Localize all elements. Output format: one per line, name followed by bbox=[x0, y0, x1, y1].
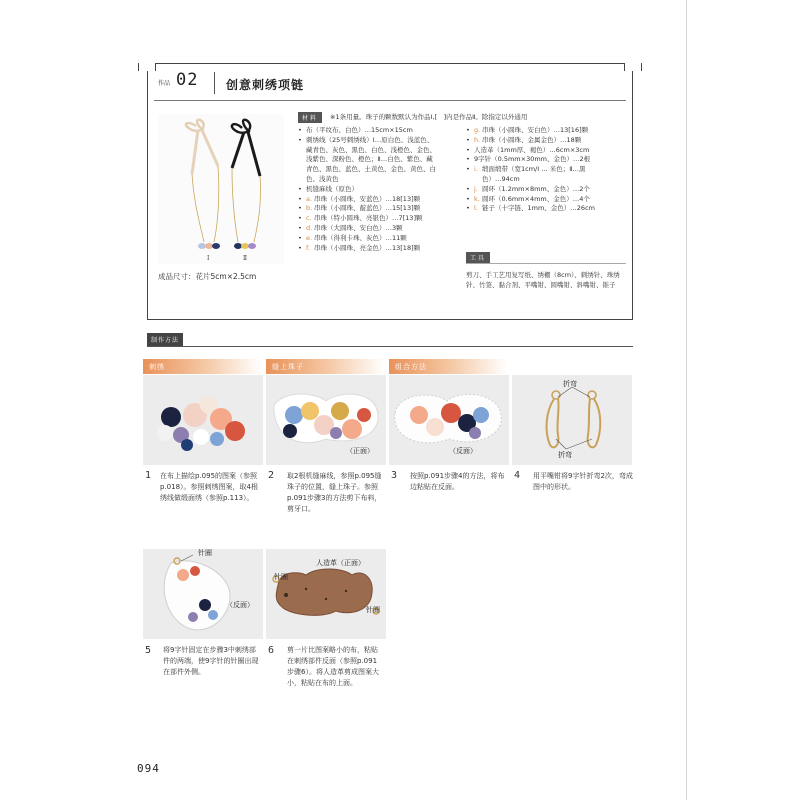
step-number: 2 bbox=[268, 470, 275, 481]
material-item: • l. 链子（十字链、1mm、金色）…26cm bbox=[466, 204, 595, 213]
page-edge-line bbox=[686, 0, 687, 800]
stage-tab-beading: 缝上珠子 bbox=[266, 359, 384, 374]
page-number: 094 bbox=[137, 762, 160, 775]
material-item: • j. 圆环（1.2mm×8mm、金色）…2个 bbox=[466, 184, 590, 193]
box-corner-notch-right bbox=[624, 63, 642, 71]
box-corner-notch-left bbox=[138, 63, 156, 71]
work-label: 作品 bbox=[158, 80, 171, 87]
callout-step5-back: （反面） bbox=[226, 601, 254, 609]
materials-list-right bbox=[466, 126, 628, 214]
necklace-illustration bbox=[158, 114, 284, 264]
method-rule bbox=[147, 346, 633, 347]
material-item: • k. 圆环（0.6mm×4mm、金色）…4个 bbox=[466, 194, 590, 203]
tools-tag: 工具 bbox=[466, 252, 490, 263]
step-number: 3 bbox=[391, 470, 398, 481]
material-item: • 刺绣线（25号刺绣线）Ⅰ…原白色、浅蓝色、 bbox=[298, 135, 434, 144]
material-item: • e. 串珠（得利卡珠、灰色）…11颗 bbox=[298, 233, 407, 242]
step1-photo bbox=[143, 375, 263, 465]
materials-list-left bbox=[298, 126, 460, 253]
title-rule bbox=[154, 100, 626, 101]
method-tag: 制作方法 bbox=[147, 333, 183, 346]
material-item: 藏青色、灰色、黑色、白色、浅橙色、金色、 bbox=[306, 145, 436, 154]
callout-step6-pin-right: 针圈 bbox=[366, 606, 380, 614]
material-item: • 人造革（1mm厚、褐色）…6cm×3cm bbox=[466, 145, 590, 154]
material-item: • c. 串珠（特小圆珠、亮银色）…7[13]颗 bbox=[298, 214, 423, 223]
materials-tag: 材料 bbox=[298, 112, 322, 123]
step-text: 用平嘴钳将9字针折弯2次，弯成图中的形状。 bbox=[533, 472, 633, 491]
material-item: • 9字针（0.5mm×30mm、金色）…2根 bbox=[466, 155, 591, 164]
material-item: 色）…94cm bbox=[482, 174, 520, 183]
stage-tab-assembly: 组合方法 bbox=[389, 359, 507, 374]
step-text: 取2根机缝麻线，参照p.095缝珠子的位置，缝上珠子。参照p.091步骤3的方法剪下布料，剪牙口。 bbox=[287, 472, 382, 513]
material-item: 色、浅黄色 bbox=[306, 174, 339, 183]
step-text: 将9字针固定在步骤3中刺绣部件的两端，使9字针的针圈出现在部件外侧。 bbox=[163, 646, 259, 676]
step-number: 5 bbox=[145, 645, 152, 656]
material-item: • h. 串珠（小圆珠、金属金色）…18颗 bbox=[466, 135, 582, 144]
callout-step5-pin: 针圈 bbox=[198, 549, 212, 557]
work-number: 02 bbox=[176, 70, 199, 90]
callout-step2-front: （正面） bbox=[346, 447, 374, 455]
callout-step4-bend-bottom: 折弯 bbox=[558, 451, 572, 459]
finished-size: 成品尺寸：花片5cm×2.5cm bbox=[158, 272, 257, 281]
material-item: • i. 缎面缎带（宽1cm/Ⅰ … 米色；Ⅱ…黑 bbox=[466, 165, 586, 174]
project-title: 创意刺绣项链 bbox=[226, 78, 305, 92]
step-text: 在布上描绘p.095的图案（参照p.018）。参照刺绣图案，取4根绣线做缎面绣（参照p.113）。 bbox=[160, 472, 258, 502]
material-item: • g. 串珠（小圆珠、安白色）…13[16]颗 bbox=[466, 126, 589, 134]
material-item: 浅紫色、深粉色、橙色；Ⅱ…白色、紫色、藏 bbox=[306, 155, 433, 164]
tools-rule bbox=[466, 263, 626, 264]
material-item: • 机缝麻线（原色） bbox=[298, 184, 358, 193]
necklace-photo bbox=[158, 114, 284, 264]
title-divider bbox=[214, 72, 215, 94]
callout-step6-leather: 人造革（正面） bbox=[316, 559, 365, 567]
step-number: 4 bbox=[514, 470, 521, 481]
step-number: 1 bbox=[145, 470, 152, 481]
materials-note: ※1条用量。珠子的颗数默认为作品Ⅰ,[ ]内是作品Ⅱ。除指定以外通用 bbox=[330, 113, 528, 121]
tools-list: 剪刀、手工艺用复写纸、绣棚（8cm）、刺绣针、珠绣针、竹签、黏合剂、平嘴钳、圆嘴钳、斜嘴钳、锥子 bbox=[466, 271, 620, 289]
step-number: 6 bbox=[268, 645, 275, 656]
material-item: • f. 串珠（小圆珠、亮金色）…13[18]颗 bbox=[298, 243, 421, 252]
stage-tab-embroidery: 刺绣 bbox=[143, 359, 261, 374]
material-item: 青色、黑色、蓝色、土黄色、金色、黄色、白 bbox=[306, 165, 436, 174]
callout-step6-pin-left: 针圈 bbox=[274, 573, 288, 581]
step-text: 按照p.091步骤4的方法，将布边粘贴在反面。 bbox=[410, 472, 505, 491]
photo-label-1: Ⅰ bbox=[207, 255, 210, 262]
material-item: • b. 串珠（小圆珠、靛蓝色）…15[13]颗 bbox=[298, 204, 421, 213]
step5-photo bbox=[143, 549, 263, 639]
photo-label-2: Ⅱ bbox=[243, 255, 248, 262]
project-info-box bbox=[147, 63, 633, 320]
callout-step3-back: （反面） bbox=[449, 447, 477, 455]
material-item: • a. 串珠（小圆珠、安蓝色）…18[13]颗 bbox=[298, 194, 421, 203]
material-item: • 布（平纹布、白色）…15cm×15cm bbox=[298, 126, 413, 134]
callout-step4-bend-top: 折弯 bbox=[563, 380, 577, 388]
material-item: • d. 串珠（大圆珠、安白色）…3颗 bbox=[298, 223, 403, 232]
step-text: 剪一片比图案略小的布，粘贴在刺绣部件反面（参照p.091步骤6）。将人造革剪成图案大小，粘贴在布的上面。 bbox=[287, 646, 379, 687]
